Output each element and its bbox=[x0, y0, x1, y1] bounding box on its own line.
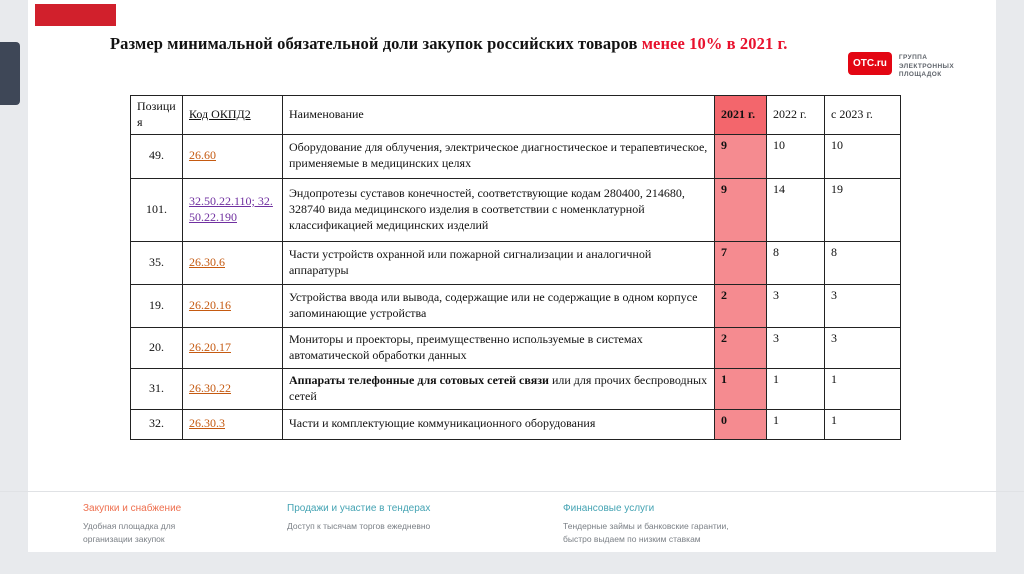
red-accent-bar bbox=[35, 4, 116, 26]
slide bbox=[28, 0, 996, 552]
header-name: Наименование bbox=[283, 96, 715, 135]
row-name-bold: Аппараты телефонные для сотовых сетей связи bbox=[289, 372, 549, 387]
row-position: 20. bbox=[131, 327, 183, 368]
logo-caption-line: ЭЛЕКТРОННЫХ bbox=[898, 62, 955, 70]
side-tab bbox=[0, 42, 20, 105]
row-value-y2023: 1 bbox=[825, 368, 901, 409]
footer-heading: Финансовые услуги bbox=[563, 503, 655, 514]
procurement-table bbox=[130, 95, 901, 440]
header-okpd2: Код ОКПД2 bbox=[183, 96, 283, 135]
footer-heading: Закупки и снабжение bbox=[83, 503, 182, 514]
row-code-cell bbox=[183, 327, 283, 368]
row-name-text: Оборудование для облучения, электрическое диагностическое и терапевтическое, применяемые в медицинских целях bbox=[289, 140, 708, 171]
row-name-text: Части и комплектующие коммуникационного оборудования bbox=[289, 416, 596, 431]
okpd2-code-link[interactable]: 26.60 bbox=[189, 148, 216, 163]
okpd2-code-link[interactable]: 26.20.16 bbox=[189, 297, 231, 312]
row-value-y2023: 1 bbox=[825, 409, 901, 439]
row-position: 35. bbox=[131, 241, 183, 284]
table-row bbox=[131, 134, 901, 178]
table-row bbox=[131, 178, 901, 241]
header-2022: 2022 г. bbox=[767, 96, 825, 135]
footer-line: быстро выдаем по низким ставкам bbox=[563, 533, 701, 544]
row-value-y2021: 2 bbox=[715, 284, 767, 327]
header-2021: 2021 г. bbox=[715, 96, 767, 135]
footer-line: организации закупок bbox=[83, 533, 165, 544]
footer-line: Тендерные займы и банковские гарантии, bbox=[563, 521, 729, 531]
row-value-y2023: 10 bbox=[825, 134, 901, 178]
slide-title bbox=[110, 34, 910, 54]
row-position: 49. bbox=[131, 134, 183, 178]
header-position: Позиция bbox=[131, 96, 183, 135]
header-2023: с 2023 г. bbox=[825, 96, 901, 135]
table-row bbox=[131, 241, 901, 284]
row-position: 31. bbox=[131, 368, 183, 409]
row-value-y2021: 0 bbox=[715, 409, 767, 439]
footer-column bbox=[287, 503, 430, 533]
row-value-y2022: 3 bbox=[767, 327, 825, 368]
row-code-cell bbox=[183, 284, 283, 327]
row-name bbox=[283, 134, 715, 178]
footer-heading: Продажи и участие в тендерах bbox=[287, 503, 431, 514]
row-value-y2023: 3 bbox=[825, 284, 901, 327]
procurement-table-wrap bbox=[130, 95, 901, 440]
okpd2-code-link[interactable]: 26.30.3 bbox=[189, 416, 225, 431]
table-row bbox=[131, 409, 901, 439]
title-text: Размер минимальной обязательной доли закупок российских товаров bbox=[110, 34, 642, 53]
row-name-text: Части устройств охранной или пожарной сигнализации и аналогичной аппаратуры bbox=[289, 246, 652, 277]
table-header-row bbox=[131, 96, 901, 135]
footer bbox=[56, 503, 1024, 549]
footer-line: Удобная площадка для bbox=[83, 521, 176, 531]
row-value-y2021: 7 bbox=[715, 241, 767, 284]
row-value-y2022: 8 bbox=[767, 241, 825, 284]
row-name bbox=[283, 327, 715, 368]
otc-logo bbox=[848, 52, 954, 80]
otc-logo-mark: OTC.ru bbox=[848, 52, 892, 75]
row-value-y2022: 10 bbox=[767, 134, 825, 178]
row-value-y2021: 9 bbox=[715, 134, 767, 178]
row-code-cell bbox=[183, 368, 283, 409]
row-name bbox=[283, 409, 715, 439]
row-value-y2023: 19 bbox=[825, 178, 901, 241]
row-name-text: Эндопротезы суставов конечностей, соответствующие кодам 280400, 214680, 328740 вида медицинского изделия в соответствии с номенклатурной классификацией медицинских изделий bbox=[289, 185, 685, 232]
row-value-y2022: 3 bbox=[767, 284, 825, 327]
footer-line: Доступ к тысячам торгов ежедневно bbox=[287, 521, 431, 531]
row-name bbox=[283, 284, 715, 327]
row-position: 101. bbox=[131, 178, 183, 241]
row-value-y2023: 3 bbox=[825, 327, 901, 368]
footer-divider bbox=[0, 491, 1024, 492]
otc-logo-caption bbox=[899, 52, 954, 80]
row-name bbox=[283, 368, 715, 409]
row-value-y2022: 1 bbox=[767, 409, 825, 439]
row-position: 32. bbox=[131, 409, 183, 439]
row-value-y2021: 2 bbox=[715, 327, 767, 368]
title-highlight: менее 10% в 2021 г. bbox=[641, 34, 788, 53]
row-name-text: Мониторы и проекторы, преимущественно используемые в системах автоматической обработки данных bbox=[289, 331, 643, 362]
table-row bbox=[131, 327, 901, 368]
row-code-cell bbox=[183, 241, 283, 284]
logo-caption-line: ПЛОЩАДОК bbox=[898, 71, 942, 78]
row-code-cell bbox=[183, 178, 283, 241]
okpd2-code-link[interactable]: 26.20.17 bbox=[189, 339, 231, 354]
row-value-y2021: 1 bbox=[715, 368, 767, 409]
row-name-text: Устройства ввода или вывода, содержащие или не содержащие в одном корпусе запоминающие устройства bbox=[289, 289, 698, 320]
footer-column bbox=[83, 503, 181, 545]
row-value-y2023: 8 bbox=[825, 241, 901, 284]
row-code-cell bbox=[183, 409, 283, 439]
row-value-y2022: 14 bbox=[767, 178, 825, 241]
logo-caption-line: ГРУППА bbox=[898, 54, 928, 61]
row-value-y2021: 9 bbox=[715, 178, 767, 241]
footer-column bbox=[563, 503, 729, 545]
okpd2-code-link[interactable]: 32.50.22.110; 32.50.22.190 bbox=[189, 193, 273, 224]
row-name bbox=[283, 241, 715, 284]
row-name bbox=[283, 178, 715, 241]
row-name-text: или для прочих беспроводных сетей bbox=[289, 372, 708, 403]
table-row bbox=[131, 368, 901, 409]
row-position: 19. bbox=[131, 284, 183, 327]
row-value-y2022: 1 bbox=[767, 368, 825, 409]
table-row bbox=[131, 284, 901, 327]
row-code-cell bbox=[183, 134, 283, 178]
okpd2-code-link[interactable]: 26.30.6 bbox=[189, 254, 225, 269]
table-body bbox=[131, 134, 901, 439]
okpd2-code-link[interactable]: 26.30.22 bbox=[189, 380, 231, 395]
